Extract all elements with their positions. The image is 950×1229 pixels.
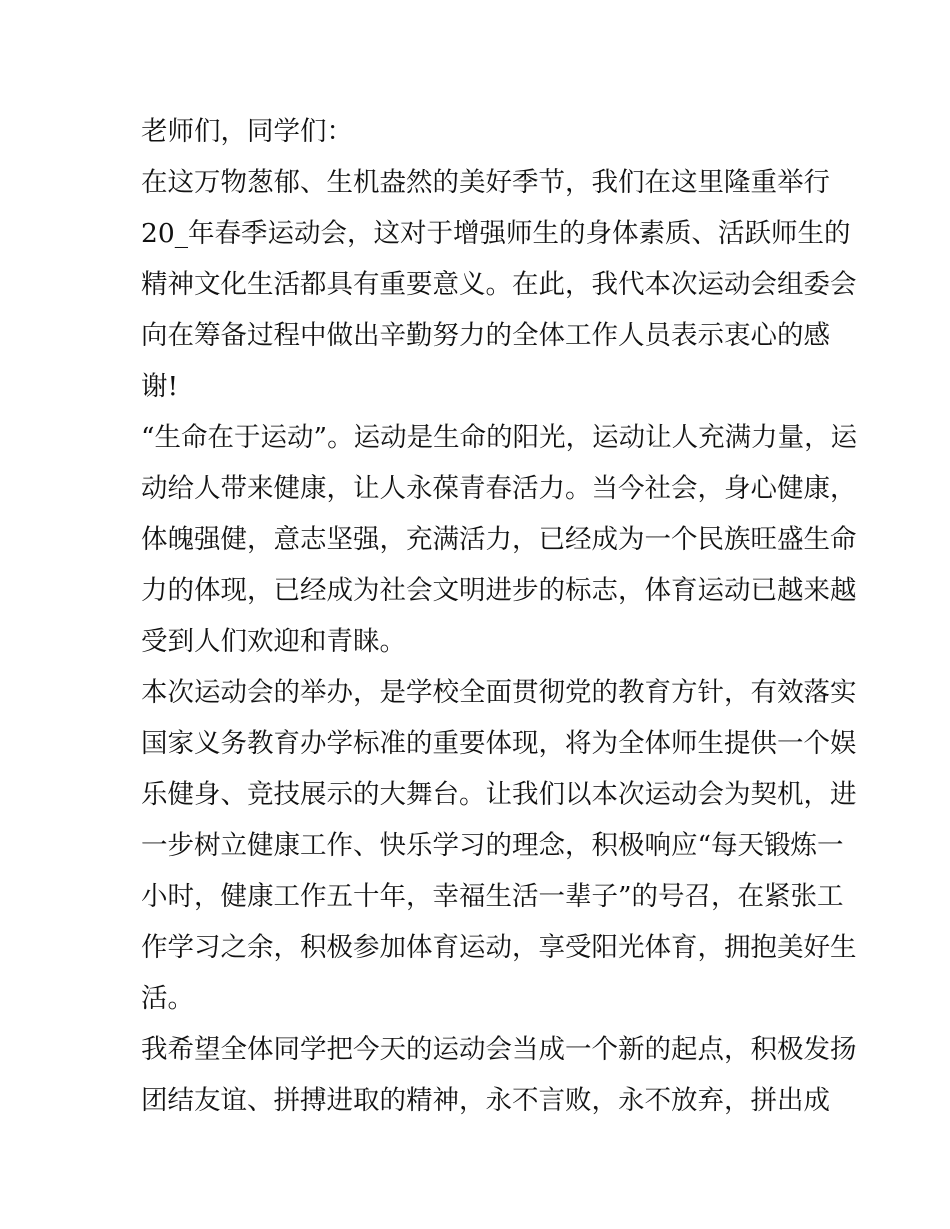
text-line: 小时，健康工作五十年，幸福生活一辈子”的号召，在紧张工 [141,881,844,912]
text-line: 我希望全体同学把今天的运动会当成一个新的起点，积极发扬 [141,1034,857,1065]
text-line: 力的体现，已经成为社会文明进步的标志，体育运动已越来越 [141,575,857,606]
text-line: 本次运动会的举办，是学校全面贯彻党的教育方针，有效落实 [141,677,857,708]
text-line: 作学习之余，积极参加体育运动，享受阳光体育，拥抱美好生 [141,932,857,963]
text-line: 乐健身、竞技展示的大舞台。让我们以本次运动会为契机，进 [141,779,857,810]
document-body [141,106,858,1126]
text-line: 谢! [141,371,179,402]
text-line: 受到人们欢迎和青睐。 [141,626,406,657]
text-line: 向在筹备过程中做出辛勤努力的全体工作人员表示衷心的感 [141,320,830,351]
text-line: 一步树立健康工作、快乐学习的理念，积极响应“每天锻炼一 [141,830,844,861]
text-line: 20_年春季运动会，这对于增强师生的身体素质、活跃师生的 [141,218,851,249]
text-line: 精神文化生活都具有重要意义。在此，我代本次运动会组委会 [141,269,857,300]
text-line: “生命在于运动”。运动是生命的阳光，运动让人充满力量，运 [141,422,858,453]
text-line: 国家义务教育办学标准的重要体现，将为全体师生提供一个娱 [141,728,857,759]
text-line: 动给人带来健康，让人永葆青春活力。当今社会，身心健康， [141,473,857,504]
text-line: 老师们，同学们： [141,116,353,147]
text-line: 团结友谊、拼搏进取的精神，永不言败，永不放弃，拼出成 [141,1085,830,1116]
text-line: 在这万物葱郁、生机盎然的美好季节，我们在这里隆重举行 [141,167,830,198]
text-line: 活。 [141,983,194,1014]
text-line: 体魄强健，意志坚强，充满活力，已经成为一个民族旺盛生命 [141,524,857,555]
